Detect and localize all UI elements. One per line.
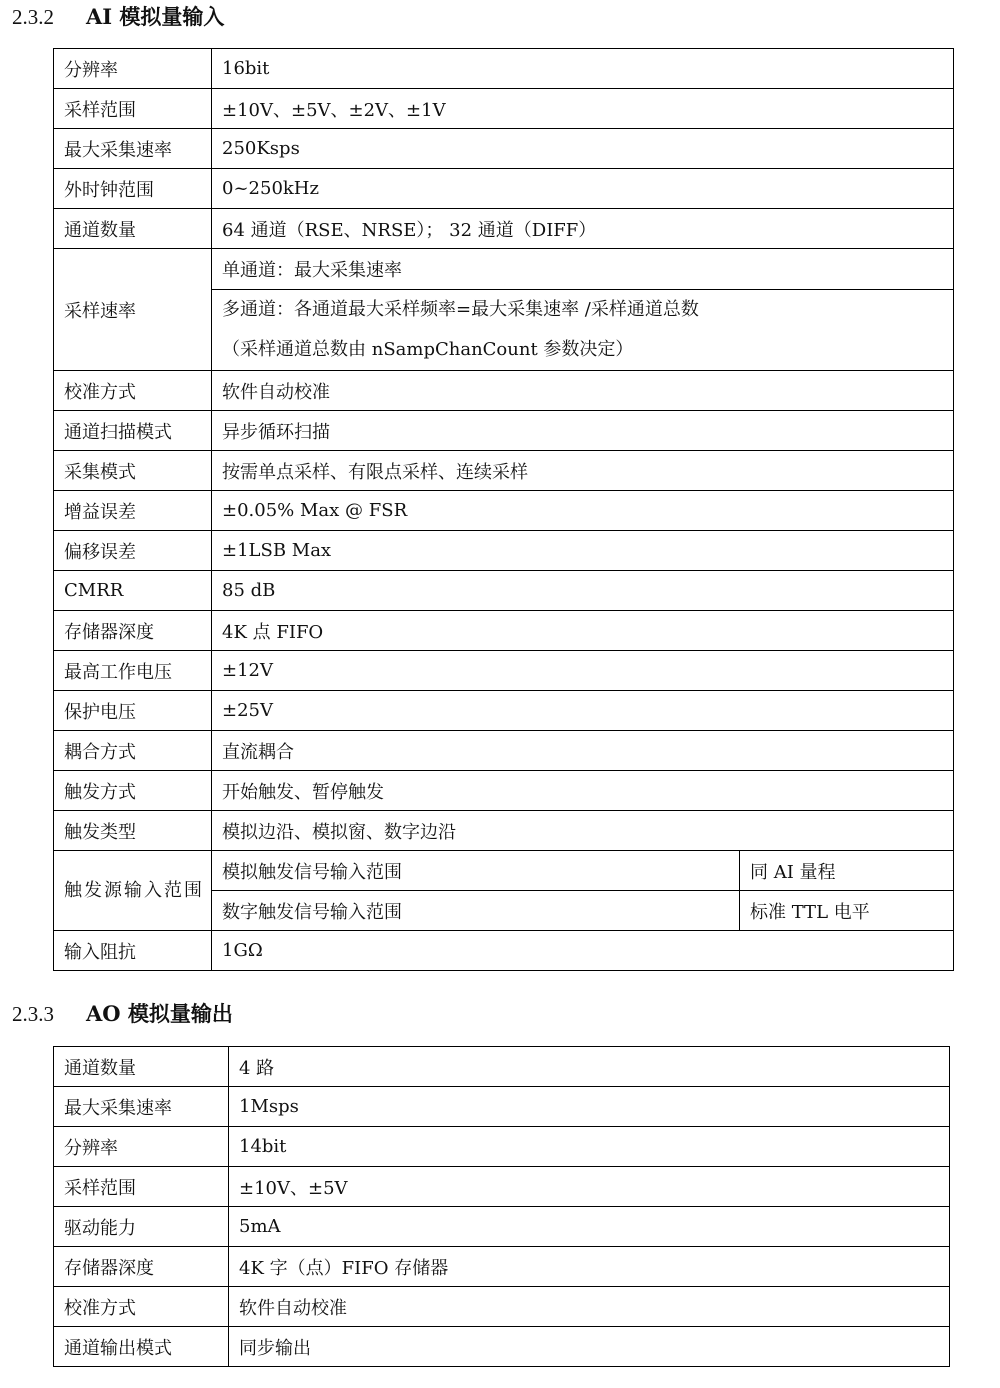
table-row	[54, 811, 954, 851]
spec-label: 采集模式	[54, 451, 212, 491]
table-row	[54, 209, 954, 249]
table-row	[54, 1247, 950, 1287]
spec-label: CMRR	[54, 571, 212, 611]
spec-label: 驱动能力	[54, 1207, 229, 1247]
spec-value: 标准 TTL 电平	[740, 891, 954, 931]
spec-label: 通道扫描模式	[54, 411, 212, 451]
spec-label: 偏移误差	[54, 531, 212, 571]
table-row	[54, 1167, 950, 1207]
spec-value: 模拟边沿、模拟窗、数字边沿	[212, 811, 954, 851]
table-row	[54, 651, 954, 691]
spec-value: 异步循环扫描	[212, 411, 954, 451]
spec-label: 分辨率	[54, 49, 212, 89]
spec-label: 输入阻抗	[54, 931, 212, 971]
ao-section-number: 2.3.3	[12, 1002, 54, 1026]
spec-value: 开始触发、暂停触发	[212, 771, 954, 811]
table-row	[54, 691, 954, 731]
table-row	[54, 1207, 950, 1247]
spec-label: 外时钟范围	[54, 169, 212, 209]
table-row	[54, 851, 954, 891]
spec-label: 采样范围	[54, 1167, 229, 1207]
spec-value-multi-channel	[212, 290, 954, 371]
spec-label: 校准方式	[54, 1287, 229, 1327]
spec-value: 模拟触发信号输入范围	[212, 851, 740, 891]
table-row	[54, 49, 954, 89]
table-row	[54, 169, 954, 209]
table-row	[54, 1327, 950, 1367]
spec-value: 软件自动校准	[229, 1287, 950, 1327]
spec-value: 0~250kHz	[212, 169, 954, 209]
spec-value: ±0.05% Max @ FSR	[212, 491, 954, 531]
spec-label: 触发类型	[54, 811, 212, 851]
ao-section-title: AO 模拟量输出	[86, 1001, 233, 1026]
ai-spec-table	[53, 48, 954, 971]
table-row	[54, 931, 954, 971]
spec-value: 同 AI 量程	[740, 851, 954, 891]
spec-label: 耦合方式	[54, 731, 212, 771]
table-row	[54, 249, 954, 290]
spec-value: 4K 点 FIFO	[212, 611, 954, 651]
spec-value: 按需单点采样、有限点采样、连续采样	[212, 451, 954, 491]
spec-value: ±10V、±5V、±2V、±1V	[212, 89, 954, 129]
multi-channel-text: 多通道：各通道最大采样频率=最大采集速率 /采样通道总数	[222, 299, 699, 320]
spec-value: ±1LSB Max	[212, 531, 954, 571]
spec-value: 250Ksps	[212, 129, 954, 169]
spec-value: 4 路	[229, 1047, 950, 1087]
spec-label: 最大采集速率	[54, 129, 212, 169]
spec-label: 通道数量	[54, 209, 212, 249]
table-row	[54, 1087, 950, 1127]
spec-value: 直流耦合	[212, 731, 954, 771]
ai-section-number: 2.3.2	[12, 5, 54, 29]
ao-section-heading	[12, 999, 233, 1029]
spec-value: 数字触发信号输入范围	[212, 891, 740, 931]
ai-section-title: AI 模拟量输入	[86, 4, 225, 29]
table-row	[54, 1127, 950, 1167]
table-row	[54, 451, 954, 491]
spec-value: 1Msps	[229, 1087, 950, 1127]
spec-label: 存储器深度	[54, 611, 212, 651]
spec-label: 最大采集速率	[54, 1087, 229, 1127]
spec-label: 保护电压	[54, 691, 212, 731]
spec-value: 14bit	[229, 1127, 950, 1167]
spec-label: 校准方式	[54, 371, 212, 411]
ai-section-heading	[12, 2, 224, 32]
table-row	[54, 731, 954, 771]
spec-label: 采样范围	[54, 89, 212, 129]
spec-value-single-channel: 单通道：最大采集速率	[212, 249, 954, 290]
spec-label: 最高工作电压	[54, 651, 212, 691]
spec-value: ±10V、±5V	[229, 1167, 950, 1207]
spec-value: 64 通道（RSE、NRSE）； 32 通道（DIFF）	[212, 209, 954, 249]
spec-value: 85 dB	[212, 571, 954, 611]
table-row	[54, 771, 954, 811]
spec-label: 触发源输入范围	[54, 851, 212, 931]
spec-label: 触发方式	[54, 771, 212, 811]
spec-label: 存储器深度	[54, 1247, 229, 1287]
table-row	[54, 571, 954, 611]
spec-value: 1GΩ	[212, 931, 954, 971]
spec-value: 4K 字（点）FIFO 存储器	[229, 1247, 950, 1287]
spec-label: 分辨率	[54, 1127, 229, 1167]
spec-value: 16bit	[212, 49, 954, 89]
table-row	[54, 531, 954, 571]
spec-value: 同步输出	[229, 1327, 950, 1367]
table-row	[54, 411, 954, 451]
spec-label: 通道数量	[54, 1047, 229, 1087]
table-row	[54, 1047, 950, 1087]
spec-value: 5mA	[229, 1207, 950, 1247]
spec-value: 软件自动校准	[212, 371, 954, 411]
table-row	[54, 1287, 950, 1327]
spec-label: 通道输出模式	[54, 1327, 229, 1367]
table-row	[54, 129, 954, 169]
spec-label: 增益误差	[54, 491, 212, 531]
table-row	[54, 491, 954, 531]
spec-value: ±25V	[212, 691, 954, 731]
spec-label: 采样速率	[54, 249, 212, 371]
multi-channel-note: （采样通道总数由 nSampChanCount 参数决定）	[222, 339, 634, 360]
table-row	[54, 371, 954, 411]
table-row	[54, 89, 954, 129]
spec-value: ±12V	[212, 651, 954, 691]
ao-spec-table	[53, 1046, 950, 1367]
table-row	[54, 611, 954, 651]
